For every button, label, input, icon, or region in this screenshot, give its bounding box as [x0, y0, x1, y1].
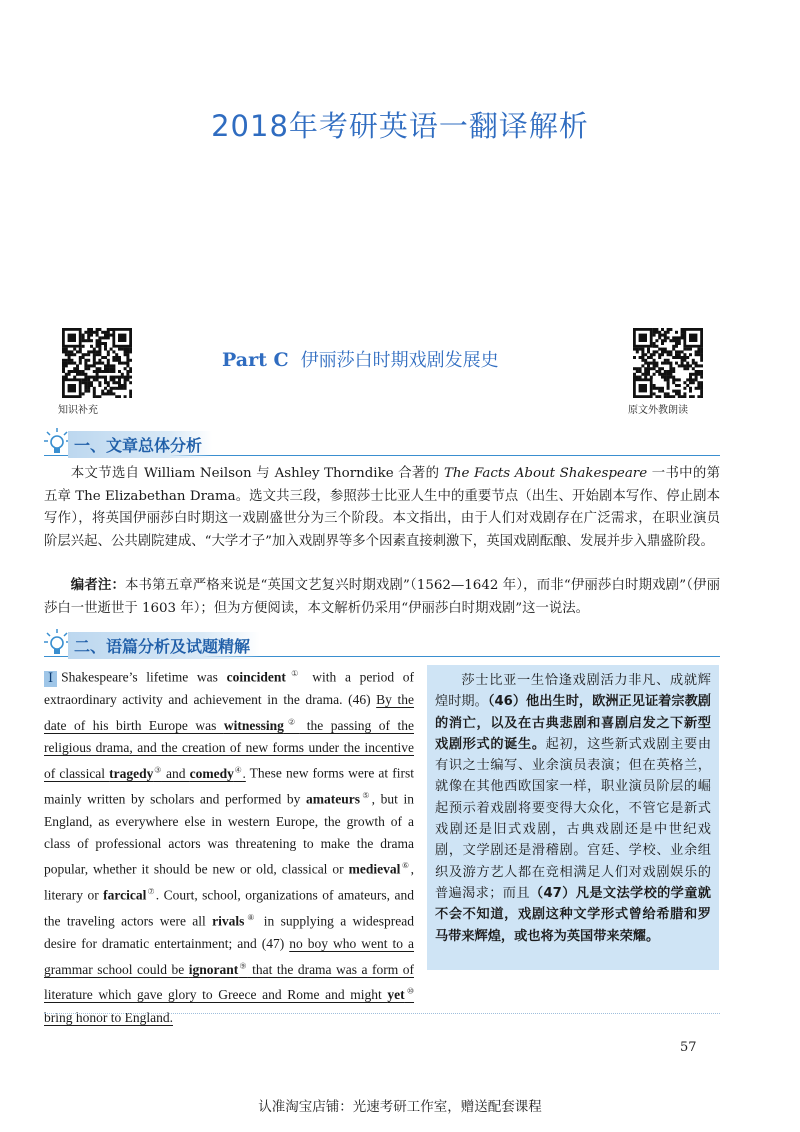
english-passage: I Shakespeare’s lifetime was coincident① with a period of extraordinary activity and achievement in the drama. (46) By the date of his birth Europe was witnessing② the passing of the religious drama, and the creation of new forms under the incentive of classical tragedy③ and comedy④. These new forms were at first mainly written by scholars and performed by amateurs⑤, but in England, as everywhere else in western Europe, the growth of a class of professional actors was threatening to make the drama popular, whether it should be new or old, classical or medieval⑥, literary or farcical⑦. Court, school, organizations of amateurs, and the traveling actors were all rivals⑧ in supplying a widespread desire for dramatic entertainment; and (47) no boy who went to a grammar school could be ignorant⑨ that the drama was a form of literature which gave glory to Greece and Rome and might yet⑩ bring honor to England. [44, 669, 415, 1025]
editor-note: 编者注：本书第五章严格来说是“英国文艺复兴时期戏剧”（1562—1642 年），而非“伊丽莎白时期戏剧”（伊丽莎白一世逝世于 1603 年）；但为方便阅读，本文解析仍采用“伊丽莎白时期戏剧”这一说法。 [44, 578, 720, 616]
question-46-translation: （46）他出生时，欧洲正见证着宗教剧的消亡，以及在古典悲剧和喜剧启发之下新型戏剧形式的诞生。 [435, 694, 711, 752]
lightbulb-icon [44, 628, 70, 658]
part-label: Part C [222, 349, 289, 371]
qr-code-knowledge[interactable] [62, 328, 132, 398]
chinese-translation-box [427, 665, 719, 970]
question-47-sentence: no boy who went to a grammar school could be ignorant⑨ that the drama was a form of literature which gave glory to Greece and Rome and might yet⑩ bring honor to England. [44, 935, 415, 1025]
question-47-translation: （47）凡是文法学校的学童就不会不知道，戏剧这种文学形式曾给希腊和罗马带来辉煌，或也将为英国带来荣耀。 [435, 885, 711, 944]
section-heading-label: 一、文章总体分析 [68, 431, 212, 458]
section-heading-overview [44, 429, 720, 456]
section-heading-analysis [44, 630, 720, 657]
page-divider [44, 1013, 720, 1014]
footer-note: 认准淘宝店铺：光速考研工作室，赠送配套课程 [258, 1099, 542, 1115]
page-number: 57 [680, 1040, 697, 1055]
overview-paragraph: 本文节选自 William Neilson 与 Ashley Thorndike 合著的 The Facts About Shakespeare 一书中的第五章 The Elizabethan Drama。选文共三段，参照莎士比亚人生中的重要节点（出生、开始剧本写作、停止剧本写作），将英国伊丽莎白时期这一戏剧盛世分为三个阶段。本文指出，由于人们对戏剧存在广泛需求，在职业演员阶层兴起、公共剧院建成、“大学才子”加入戏剧界等多个因素直接刺激下，英国戏剧酝酿、发展并步入鼎盛阶段。 [44, 466, 720, 549]
book-title: The Facts About Shakespeare [443, 466, 648, 481]
section-heading-label: 二、语篇分析及试题精解 [68, 632, 260, 659]
chinese-translation: 莎士比亚一生恰逢戏剧活力非凡、成就辉煌时期。（46）他出生时，欧洲正见证着宗教剧的消亡，以及在古典悲剧和喜剧启发之下新型戏剧形式的诞生。起初，这些新式戏剧主要由有识之士编写、业余演员表演；但在英格兰，就像在其他西欧国家一样，职业演员阶层的崛起预示着戏剧将要变得大众化，不管它是新式戏剧还是旧式戏剧，古典戏剧还是中世纪戏剧，文学剧还是滑稽剧。宫廷、学校、业余组织及游方艺人都在竞相满足人们对戏剧娱乐的普遍渴求；而且（47）凡是文法学校的学童就不会不知道，戏剧这种文学形式曾给希腊和罗马带来辉煌，或也将为英国带来荣耀。 [435, 673, 712, 944]
part-subtitle: 伊丽莎白时期戏剧发展史 [300, 350, 499, 371]
question-46-sentence: By the date of his birth Europe was witnessing② the passing of the religious drama, and the creation of new forms under the incentive of classical tragedy③ and comedy④. [44, 691, 415, 781]
part-heading [222, 346, 499, 372]
qr-code-reading[interactable] [633, 328, 703, 398]
qr-caption-right: 原文外教朗读 [628, 405, 688, 416]
paragraph-marker: I [44, 671, 57, 687]
lightbulb-icon [44, 427, 70, 457]
editor-note-label: 编者注： [70, 578, 125, 593]
qr-caption-left: 知识补充 [58, 405, 98, 416]
page-title: 2018年考研英语一翻译解析 [211, 109, 589, 143]
